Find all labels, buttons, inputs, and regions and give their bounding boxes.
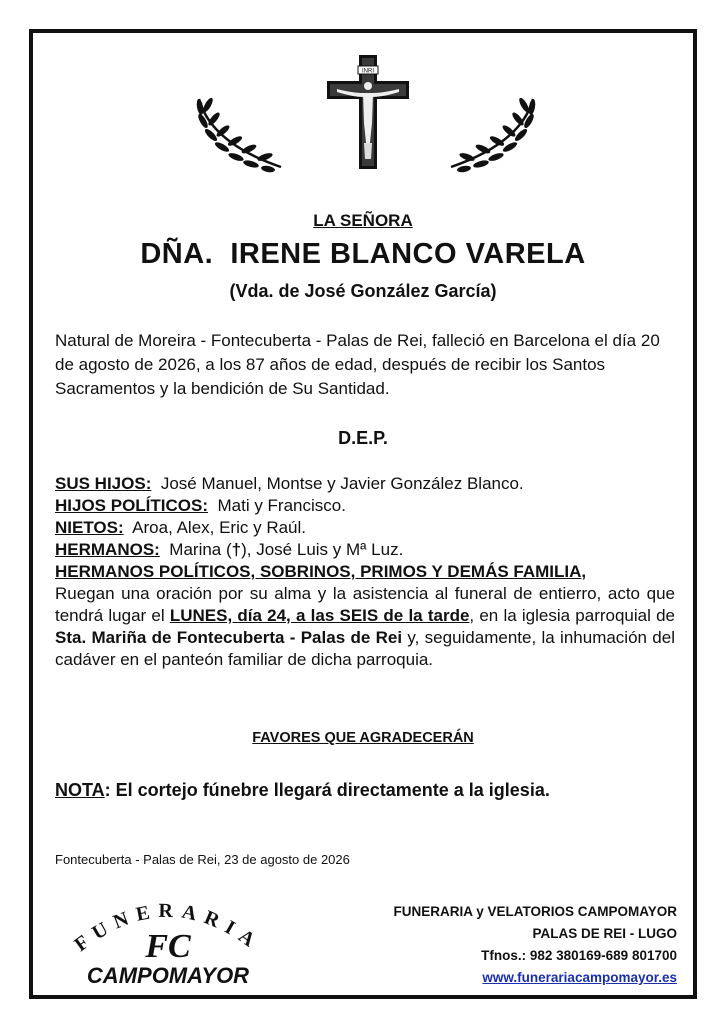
- note-text: : El cortejo fúnebre llegará directamente a la iglesia.: [104, 780, 550, 800]
- family-section: [55, 473, 675, 671]
- deceased-name: DÑA. IRENE BLANCO VARELA: [140, 238, 586, 270]
- siblings-names-start: Marina (: [169, 540, 232, 559]
- funeral-text-3: y, seguidamente, la inhumación del cadáver en el panteón familiar de dicha parroquia.: [55, 628, 675, 669]
- grandchildren-names: Aroa, Alex, Eric y Raúl.: [132, 518, 306, 537]
- grandchildren-line: [55, 517, 675, 539]
- note-label: NOTA: [55, 780, 105, 800]
- cross-inscription: INRI: [362, 68, 374, 75]
- closing-thanks: FAVORES QUE AGRADECERÁN: [252, 730, 474, 746]
- funeral-church: Sta. Mariña de Fontecuberta - Palas de Rei: [55, 628, 403, 647]
- in-laws-names: Mati y Francisco.: [217, 496, 346, 515]
- grandchildren-label: NIETOS:: [55, 518, 124, 537]
- widow-of-line: (Vda. de José González García): [229, 281, 497, 301]
- note-line: [55, 780, 550, 801]
- other-relatives-line: [55, 561, 675, 583]
- laurel-right-icon: [445, 93, 541, 175]
- in-laws-label: HIJOS POLÍTICOS:: [55, 496, 209, 515]
- company-name: FUNERARIA y VELATORIOS CAMPOMAYOR: [393, 904, 677, 919]
- logo-monogram: FC: [145, 928, 191, 965]
- funeral-text-1: Ruegan una oración por su alma y la asistencia al funeral de entierro, acto que tendrá lugar el: [55, 584, 675, 625]
- crucifix-icon: [325, 53, 411, 171]
- siblings-names-end: ), José Luis y Mª Luz.: [241, 540, 404, 559]
- siblings-line: [55, 539, 675, 561]
- in-laws-line: [55, 495, 675, 517]
- children-names: José Manuel, Montse y Javier González Blanco.: [160, 474, 524, 493]
- intro-paragraph: Natural de Moreira - Fontecuberta - Palas de Rei, falleció en Barcelona el día 20 de agosto de 2026, a los 87 años de edad, después de recibir los Santos Sacramentos y la bendición de Su Santidad.: [55, 331, 660, 398]
- other-relatives-comma: ,: [581, 562, 587, 581]
- logo-wordmark: CAMPOMAYOR: [86, 963, 250, 987]
- siblings-label: HERMANOS:: [55, 540, 160, 559]
- company-contact: [393, 901, 677, 989]
- company-website-link[interactable]: www.funerariacampomayor.es: [482, 970, 677, 985]
- obituary-frame: [29, 29, 697, 999]
- funeral-paragraph: [55, 583, 675, 671]
- deceased-cross-icon: †: [231, 540, 242, 559]
- children-line: [55, 473, 675, 495]
- dep-heading: D.E.P.: [338, 428, 388, 448]
- dateline: Fontecuberta - Palas de Rei, 23 de agosto de 2026: [55, 852, 350, 867]
- funeraria-campomayor-logo: [53, 895, 283, 987]
- children-label: SUS HIJOS:: [55, 474, 152, 493]
- company-location: PALAS DE REI - LUGO: [532, 926, 677, 941]
- laurel-left-icon: [191, 93, 287, 175]
- logo-arc-text: FUNERARIA: [70, 899, 266, 957]
- funeral-text-2: , en la iglesia parroquial de: [469, 606, 676, 625]
- other-relatives-label: HERMANOS POLÍTICOS, SOBRINOS, PRIMOS Y DEMÁS FAMILIA: [55, 562, 582, 581]
- deceased-title-label: LA SEÑORA: [313, 211, 413, 230]
- funeral-date-time: LUNES, día 24, a las SEIS de la tarde: [169, 606, 470, 625]
- company-phones: Tfnos.: 982 380169-689 801700: [481, 948, 677, 963]
